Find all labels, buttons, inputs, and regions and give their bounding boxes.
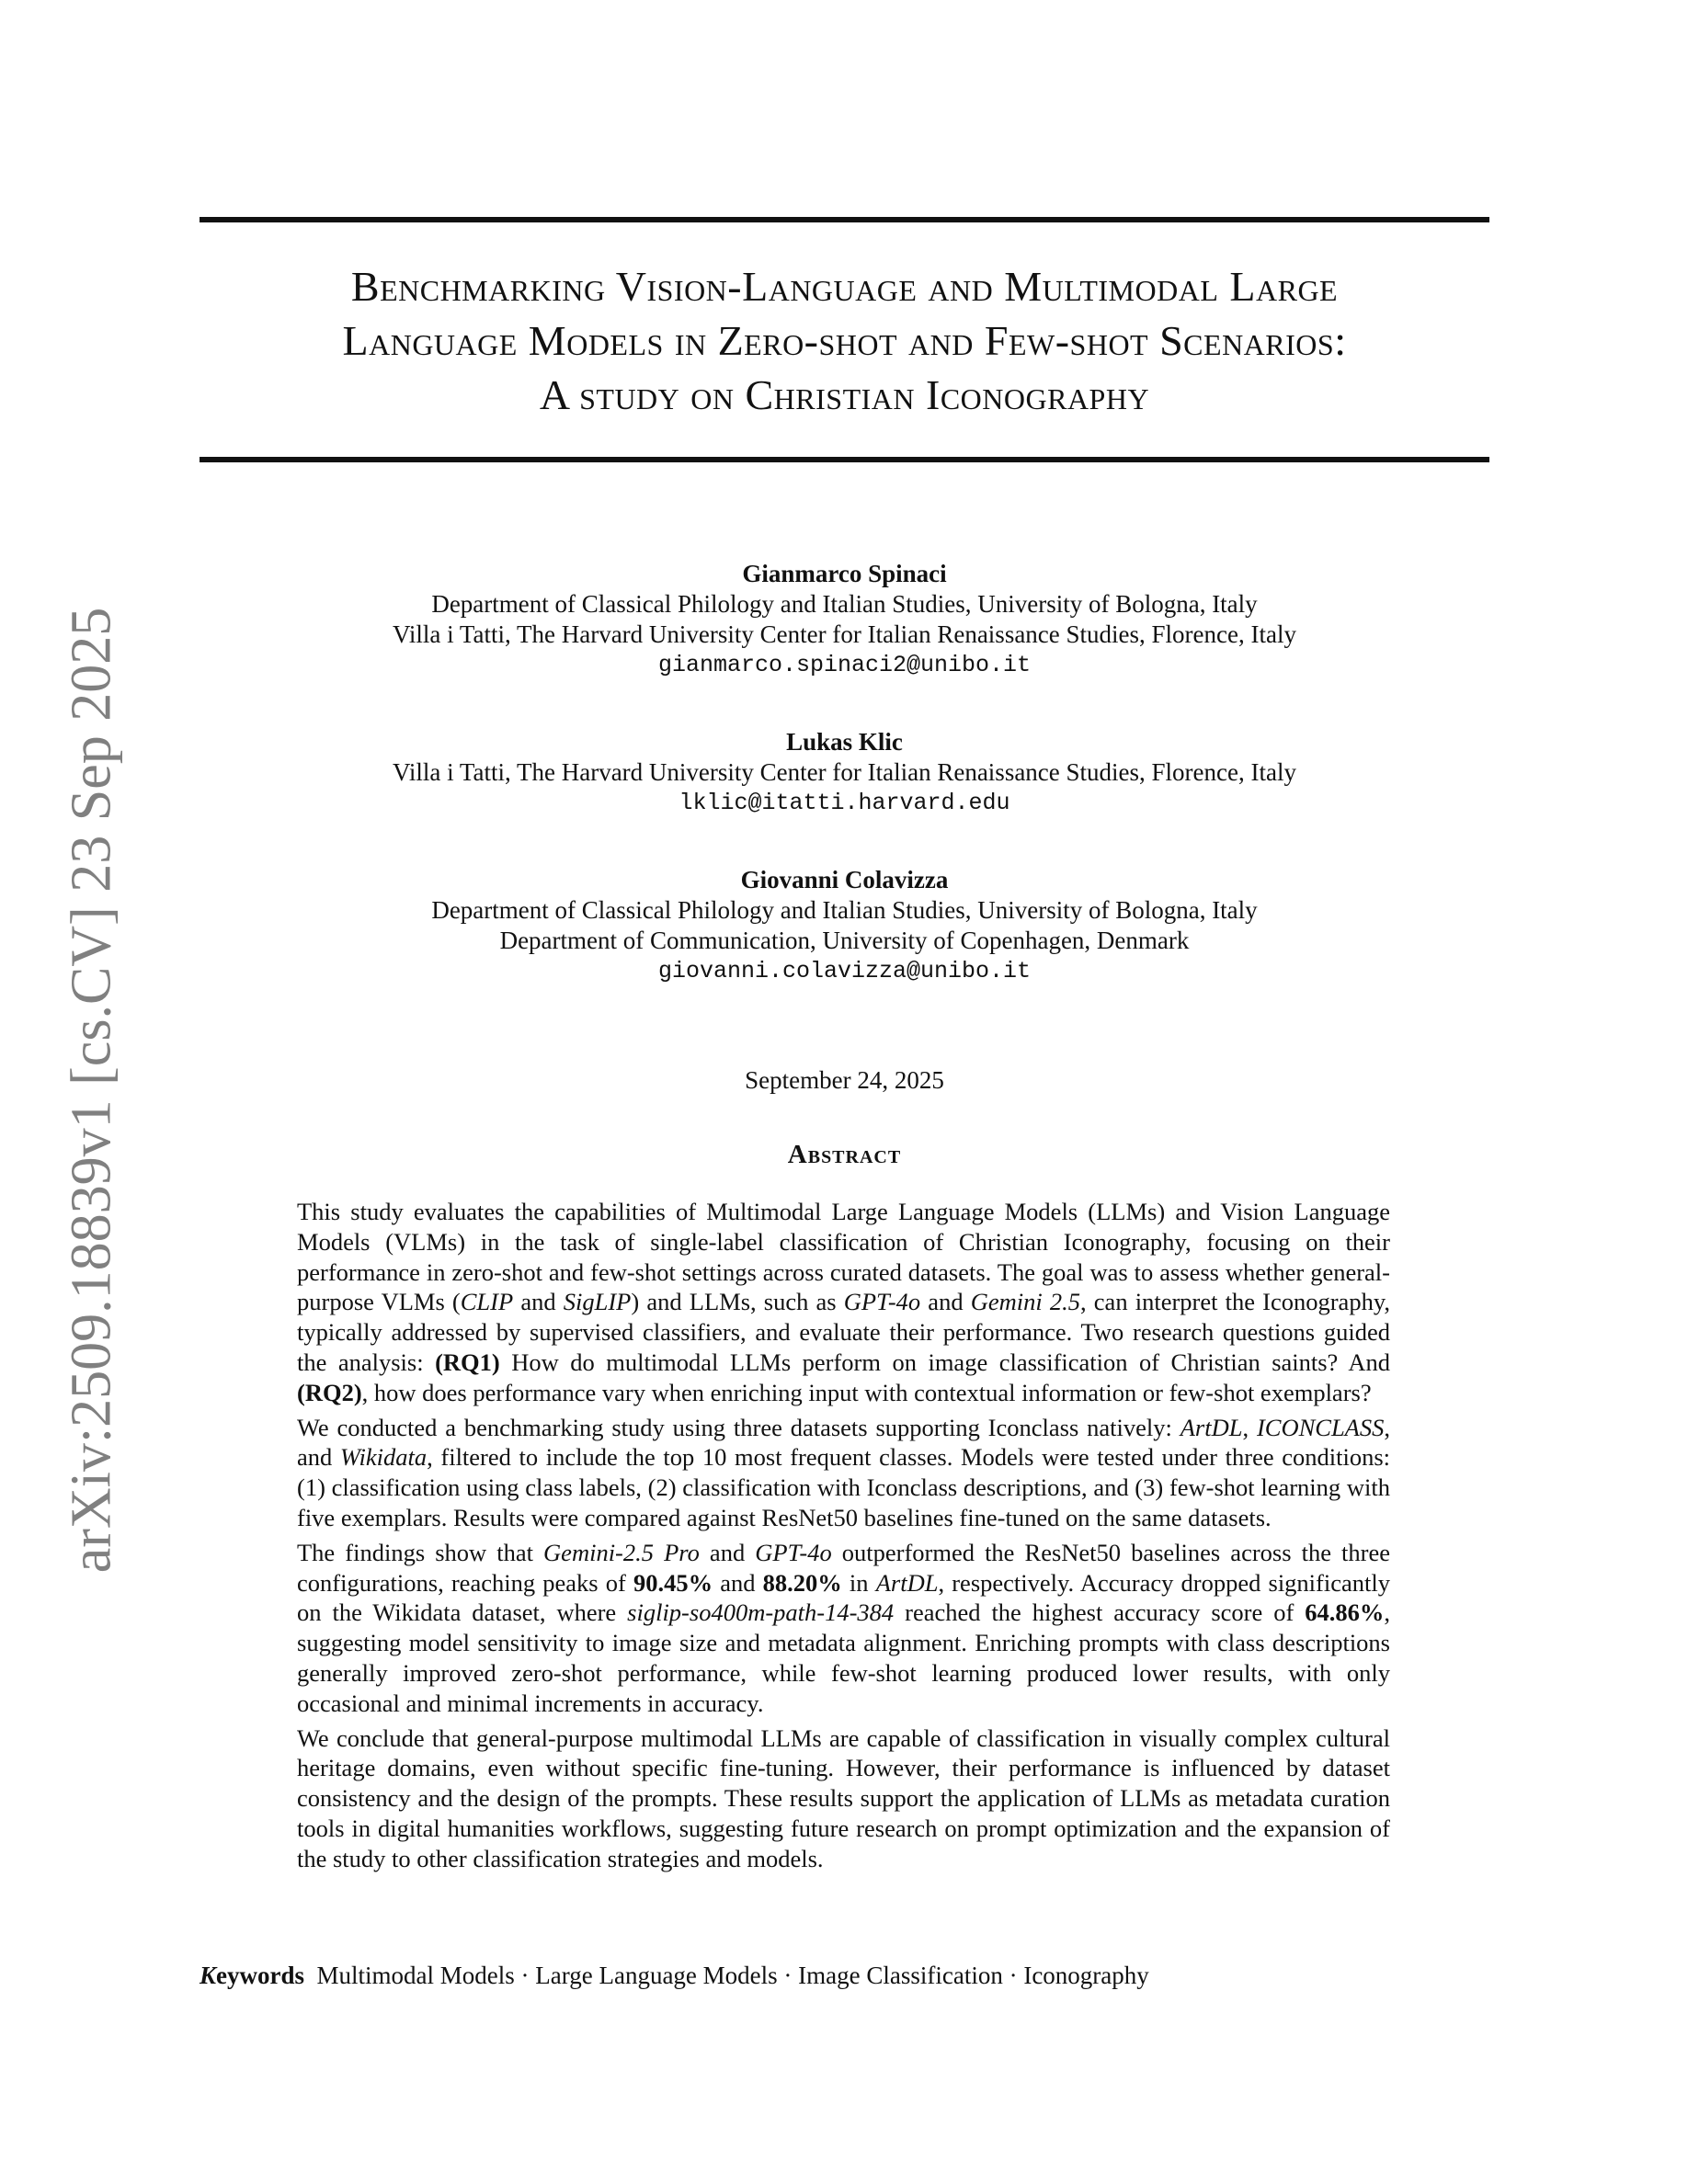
abstract-text-segment: and (920, 1288, 971, 1316)
abstract-text-segment: in (841, 1568, 876, 1597)
abstract-paragraph (297, 1723, 1390, 1874)
abstract-text-segment: GPT-4o (843, 1288, 921, 1316)
author-affiliation: Department of Classical Philology and Italian Studies, University of Bologna, Italy (431, 590, 1258, 618)
author-name: Giovanni Colavizza (740, 866, 949, 893)
keywords (200, 1962, 1149, 1990)
abstract-text-segment: , can interpret the Iconography, typically addressed by supervised classifiers, and evaluate their performance. Two research questions guided the analysis: (297, 1288, 1390, 1376)
abstract-text-segment: SigLIP (563, 1288, 632, 1316)
abstract-text-segment: siglip-so400m-path-14-384 (627, 1598, 895, 1627)
abstract-text-segment: The findings show that (297, 1538, 544, 1566)
author-name: Lukas Klic (786, 728, 903, 756)
abstract-paragraph (297, 1413, 1390, 1533)
keywords-text: Multimodal Models · Large Language Models · Image Classification · Iconography (316, 1962, 1149, 1989)
author-affiliation: Department of Communication, University of Copenhagen, Denmark (499, 927, 1190, 954)
abstract-text-segment: (RQ1) (435, 1348, 500, 1376)
author-block (200, 727, 1489, 818)
abstract-text-segment: CLIP (460, 1288, 514, 1316)
keywords-label-initial: K (200, 1962, 217, 1989)
abstract-text-segment: 90.45% (633, 1568, 713, 1597)
abstract-text-segment: ICONCLASS (1256, 1413, 1385, 1441)
author-email[interactable]: giovanni.colavizza@unibo.it (657, 958, 1032, 984)
abstract-text-segment: reached the highest accuracy score of (894, 1598, 1306, 1627)
abstract-paragraph (297, 1538, 1390, 1719)
abstract-text-segment: Gemini-2.5 Pro (543, 1538, 700, 1566)
abstract-text-segment: Gemini 2.5 (970, 1288, 1081, 1316)
abstract-text-segment: ) and LLMs, such as (631, 1288, 844, 1316)
author-affiliation: Villa i Tatti, The Harvard University Center for Italian Renaissance Studies, Florence, Italy (393, 620, 1296, 648)
title-line: A study on Christian Iconography (539, 371, 1150, 418)
abstract-text-segment: , suggesting model sensitivity to image size and metadata alignment. Enriching prompts with class descriptions generally improved zero-shot performance, while few-shot learning produced lower results, with only occasional and minimal increments in accuracy. (297, 1598, 1390, 1717)
author-block (200, 865, 1489, 986)
paper-date: September 24, 2025 (745, 1066, 944, 1094)
abstract-text-segment: Wikidata (339, 1443, 428, 1472)
abstract-text-segment: This study evaluates the capabilities of Multimodal Large Language Models (LLMs) and Vision Language Models (VLMs) in the task of single-label classification of Christian Iconography, focusing on their performance in zero-shot and few-shot settings across curated datasets. The goal was to assess whether general-purpose VLMs ( (297, 1198, 1390, 1316)
author-email[interactable]: gianmarco.spinaci2@unibo.it (657, 652, 1032, 678)
author-block (200, 559, 1489, 680)
title-line: Benchmarking Vision-Language and Multimodal Large (350, 263, 1339, 310)
abstract-heading: Abstract (787, 1140, 902, 1169)
abstract-text-segment: How do multimodal LLMs perform on image classification of Christian saints? And (499, 1348, 1390, 1376)
author-affiliation: Department of Classical Philology and Italian Studies, University of Bologna, Italy (431, 896, 1258, 924)
abstract-text-segment: We conclude that general-purpose multimodal LLMs are capable of classification in visually complex cultural heritage domains, even without specific fine-tuning. However, their performance is influenced by dataset consistency and the design of the prompts. These results support the application of LLMs as metadata curation tools in digital humanities workflows, suggesting future research on prompt optimization and the expansion of the study to other classification strategies and models. (297, 1723, 1390, 1872)
author-name: Gianmarco Spinaci (742, 560, 947, 587)
bottom-rule (200, 457, 1489, 462)
abstract-text-segment: , filtered to include the top 10 most frequent classes. Models were tested under three conditions: (1) classification using class labels, (2) classification with Iconclass descriptions, and (3) few-shot learning with five exemplars. Results were compared against ResNet50 baselines fine-tuned on the same datasets. (297, 1443, 1391, 1531)
abstract-paragraph (297, 1197, 1390, 1408)
abstract-text-segment: (RQ2) (297, 1378, 362, 1406)
abstract-text-segment: and (513, 1288, 564, 1316)
abstract-text-segment: GPT-4o (755, 1538, 832, 1566)
arxiv-identifier: arXiv:2509.18839v1 [cs.CV] 23 Sep 2025 (60, 607, 123, 1574)
abstract-text-segment: , (1242, 1413, 1257, 1441)
author-email[interactable]: lklic@itatti.harvard.edu (679, 790, 1010, 816)
paper-title (200, 259, 1489, 422)
keywords-label-rest: eywords (216, 1962, 305, 1989)
keywords-label (200, 1962, 304, 1989)
abstract-text-segment: and (713, 1568, 763, 1597)
abstract-text-segment: ArtDL (875, 1568, 939, 1597)
abstract-text-segment: We conducted a benchmarking study using three datasets supporting Iconclass natively: (297, 1413, 1180, 1441)
abstract-text-segment: 64.86% (1305, 1598, 1385, 1627)
abstract-text-segment: outperformed the ResNet50 baselines across the three configurations, reaching peaks of (297, 1538, 1391, 1597)
abstract-body (297, 1197, 1390, 1879)
abstract-text-segment: , how does performance vary when enriching input with contextual information or few-shot exemplars? (361, 1378, 1372, 1406)
top-rule (200, 217, 1489, 222)
title-line: Language Models in Zero-shot and Few-shot Scenarios: (342, 317, 1347, 364)
abstract-text-segment: , and (297, 1413, 1390, 1472)
author-affiliation: Villa i Tatti, The Harvard University Center for Italian Renaissance Studies, Florence, Italy (393, 758, 1296, 786)
abstract-text-segment: , respectively. Accuracy dropped significantly on the Wikidata dataset, where (297, 1568, 1390, 1627)
abstract-text-segment: and (699, 1538, 756, 1566)
abstract-text-segment: ArtDL (1180, 1413, 1243, 1441)
abstract-text-segment: 88.20% (762, 1568, 842, 1597)
